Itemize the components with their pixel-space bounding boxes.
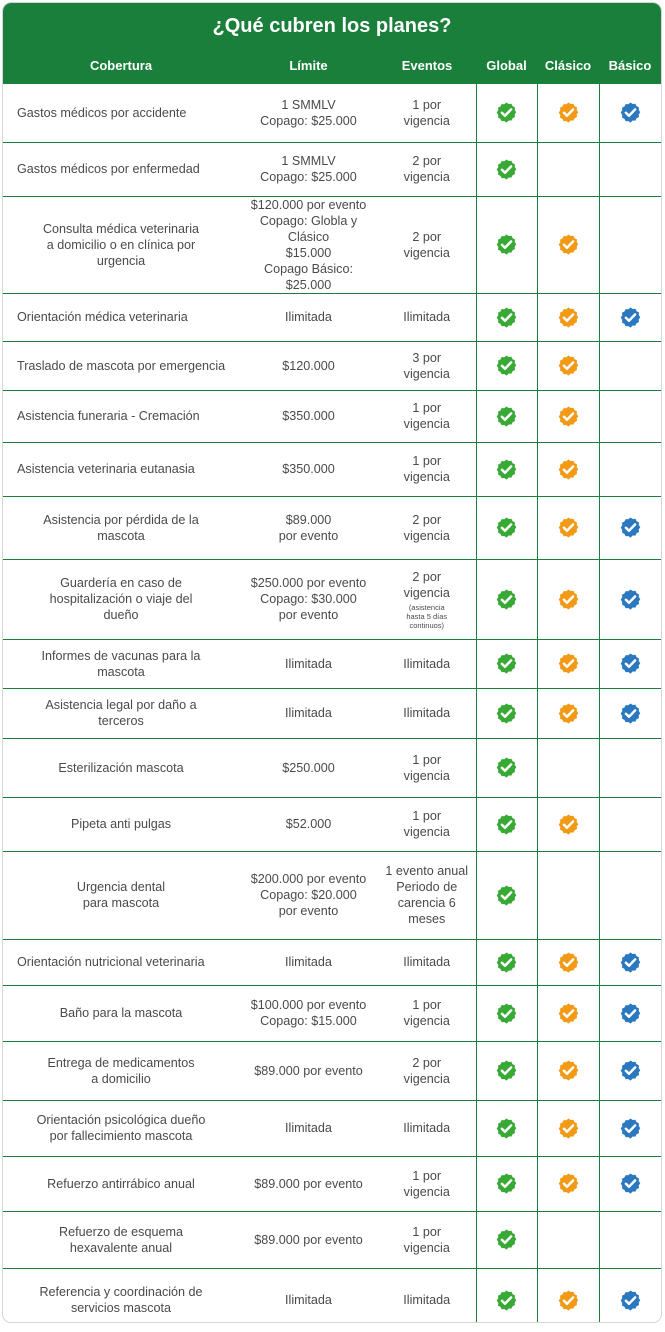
plan-cell-basico [599,738,661,797]
column-header-clasico: Clásico [537,47,599,84]
table-row [3,797,661,851]
coverage-cell: Guardería en caso de hospitalización o viaje del dueño [3,559,239,639]
events-cell [378,196,476,293]
plan-cell-clasico [537,1156,599,1211]
check-badge-icon [557,516,580,539]
check-badge-icon [619,1289,642,1312]
plan-cell-global [476,1156,537,1211]
limit-cell: $89.000 por evento [239,496,378,559]
plan-cell-basico [599,293,661,341]
plan-cell-global [476,341,537,390]
plan-cell-clasico [537,293,599,341]
coverage-cell: Esterilización mascota [3,738,239,797]
coverage-cell: Refuerzo de esquema hexavalente anual [3,1211,239,1268]
coverage-cell: Entrega de medicamentos a domicilio [3,1041,239,1100]
coverage-cell: Baño para la mascota [3,985,239,1041]
events-text: 1 por vigencia [403,809,450,839]
check-badge-icon [495,405,518,428]
events-text: 2 por vigencia [403,569,450,600]
events-cell [378,1211,476,1268]
limit-cell: Ilimitada [239,939,378,985]
events-cell [378,142,476,196]
plan-cell-basico [599,985,661,1041]
events-text: 1 por vigencia [403,1224,450,1255]
check-badge-icon [495,516,518,539]
check-badge-icon [557,702,580,725]
coverage-cell: Pipeta anti pulgas [3,797,239,851]
events-text: 2 por vigencia [403,229,450,260]
coverage-cell: Gastos médicos por accidente [3,84,239,142]
events-cell [378,442,476,496]
check-badge-icon [495,101,518,124]
limit-cell: 1 SMMLV Copago: $25.000 [239,84,378,142]
events-cell [378,738,476,797]
limit-cell: $52.000 [239,797,378,851]
plan-cell-clasico [537,688,599,738]
check-badge-icon [495,951,518,974]
limit-cell: $200.000 por evento Copago: $20.000 por evento [239,851,378,939]
plan-cell-global [476,442,537,496]
limit-cell: Ilimitada [239,1100,378,1156]
table-row [3,84,661,142]
plan-cell-global [476,142,537,196]
limit-cell: $250.000 [239,738,378,797]
check-badge-icon [557,951,580,974]
limit-cell: $89.000 por evento [239,1041,378,1100]
plan-cell-clasico [537,851,599,939]
plan-cell-global [476,688,537,738]
plan-cell-clasico [537,142,599,196]
coverage-cell: Gastos médicos por enfermedad [3,142,239,196]
plan-cell-global [476,84,537,142]
events-cell [378,688,476,738]
plan-cell-global [476,559,537,639]
events-text: 1 por vigencia [403,454,450,484]
check-badge-icon [619,652,642,675]
limit-cell: 1 SMMLV Copago: $25.000 [239,142,378,196]
check-badge-icon [495,884,518,907]
check-badge-icon [557,405,580,428]
plan-cell-global [476,196,537,293]
check-badge-icon [495,1172,518,1195]
events-cell [378,851,476,939]
plan-cell-basico [599,390,661,442]
plan-cell-global [476,390,537,442]
plan-cell-global [476,939,537,985]
page-title: ¿Qué cubren los planes? [3,3,661,47]
coverage-cell: Urgencia dental para mascota [3,851,239,939]
events-cell [378,1041,476,1100]
limit-cell: $120.000 por evento Copago: Globla y Clásico $15.000 Copago Básico: $25.000 [239,196,378,293]
plan-cell-clasico [537,738,599,797]
check-badge-icon [619,1002,642,1025]
table-row [3,142,661,196]
check-badge-icon [557,813,580,836]
table-row [3,985,661,1041]
check-badge-icon [619,516,642,539]
coverage-cell: Asistencia veterinaria eutanasia [3,442,239,496]
plan-cell-clasico [537,559,599,639]
table-row [3,1041,661,1100]
check-badge-icon [557,652,580,675]
events-text: Ilimitada [403,656,451,671]
plan-cell-global [476,985,537,1041]
plan-cell-basico [599,142,661,196]
plan-cell-basico [599,496,661,559]
events-cell [378,797,476,851]
plan-cell-global [476,1100,537,1156]
plan-cell-clasico [537,84,599,142]
plan-cell-clasico [537,1211,599,1268]
table-row [3,851,661,939]
check-badge-icon [619,1117,642,1140]
coverage-cell: Orientación psicológica dueño por fallecimiento mascota [3,1100,239,1156]
events-text: Ilimitada [403,706,451,720]
table-row [3,1156,661,1211]
check-badge-icon [557,1289,580,1312]
plan-cell-basico [599,639,661,688]
coverage-cell: Orientación nutricional veterinaria [3,939,239,985]
table-row [3,196,661,293]
coverage-cell: Asistencia por pérdida de la mascota [3,496,239,559]
check-badge-icon [495,1117,518,1140]
plan-cell-basico [599,939,661,985]
events-cell [378,1268,476,1323]
check-badge-icon [619,951,642,974]
plan-cell-basico [599,1211,661,1268]
table-row [3,939,661,985]
events-text: 1 por vigencia [403,97,450,128]
plan-cell-basico [599,688,661,738]
events-text: 1 por vigencia [403,401,450,431]
coverage-card [2,2,662,1323]
table-row [3,390,661,442]
plan-cell-basico [599,851,661,939]
check-badge-icon [495,354,518,377]
check-badge-icon [557,1002,580,1025]
events-cell [378,639,476,688]
coverage-table [3,47,661,1323]
events-text: Ilimitada [403,310,451,324]
plan-cell-global [476,1041,537,1100]
check-badge-icon [495,233,518,256]
limit-cell: $350.000 [239,442,378,496]
plan-cell-clasico [537,1100,599,1156]
events-note: (asistencia hasta 5 días continuos) [406,602,448,630]
check-badge-icon [557,1117,580,1140]
events-cell [378,341,476,390]
coverage-cell: Referencia y coordinación de servicios mascota [39,1285,203,1316]
plan-cell-global [476,496,537,559]
plan-cell-global [476,1268,537,1323]
limit-cell: $120.000 [239,341,378,390]
plan-cell-clasico [537,196,599,293]
check-badge-icon [495,588,518,611]
check-badge-icon [495,306,518,329]
events-text: 2 por vigencia [403,1055,450,1086]
plan-cell-basico [599,196,661,293]
limit-cell: $100.000 por evento Copago: $15.000 [239,985,378,1041]
events-text: 1 evento anual Periodo de carencia 6 meses [385,864,469,926]
check-badge-icon [619,1059,642,1082]
check-badge-icon [495,652,518,675]
table-row [3,1211,661,1268]
limit-cell: $89.000 por evento [239,1211,378,1268]
events-text: 2 por vigencia [403,154,450,184]
check-badge-icon [619,306,642,329]
plan-cell-basico [599,84,661,142]
events-cell [378,939,476,985]
check-badge-icon [557,1059,580,1082]
check-badge-icon [495,756,518,779]
limit-cell: $89.000 por evento [239,1156,378,1211]
plan-cell-global [476,797,537,851]
plan-cell-global [476,738,537,797]
table-row [3,442,661,496]
column-header-cobertura: Cobertura [3,47,239,84]
plan-cell-clasico [537,341,599,390]
coverage-cell: Asistencia funeraria - Cremación [3,390,239,442]
plan-cell-basico [599,442,661,496]
table-row [3,496,661,559]
check-badge-icon [557,1172,580,1195]
check-badge-icon [557,306,580,329]
plan-cell-basico [599,1100,661,1156]
table-row [3,293,661,341]
coverage-cell: Informes de vacunas para la mascota [3,639,239,688]
coverage-cell: Consulta médica veterinaria a domicilio o en clínica por urgencia [3,196,239,293]
limit-cell: Ilimitada [239,293,378,341]
column-header-limite: Límite [239,47,378,84]
check-badge-icon [495,1228,518,1251]
plan-cell-clasico [537,442,599,496]
check-badge-icon [557,458,580,481]
events-cell [378,1156,476,1211]
limit-cell: $250.000 por evento Copago: $30.000 por evento [239,559,378,639]
plan-cell-global [476,293,537,341]
events-cell [378,985,476,1041]
header-row [3,47,661,84]
plan-cell-clasico [537,639,599,688]
check-badge-icon [557,233,580,256]
plan-cell-clasico [537,985,599,1041]
events-cell [378,1100,476,1156]
events-text: Ilimitada [403,1293,451,1308]
coverage-cell: Traslado de mascota por emergencia [3,341,239,390]
table-row [3,738,661,797]
plan-cell-clasico [537,939,599,985]
limit-cell: Ilimitada [285,1293,332,1308]
plan-cell-clasico [537,390,599,442]
plan-cell-basico [599,341,661,390]
coverage-cell: Refuerzo antirrábico anual [3,1156,239,1211]
plan-cell-clasico [537,1041,599,1100]
table-row [3,1100,661,1156]
check-badge-icon [495,813,518,836]
coverage-cell: Orientación médica veterinaria [3,293,239,341]
check-badge-icon [495,1002,518,1025]
check-badge-icon [619,588,642,611]
events-text: 1 por vigencia [403,1168,450,1199]
plan-cell-basico [599,797,661,851]
events-cell [378,293,476,341]
check-badge-icon [495,1059,518,1082]
plan-cell-clasico [537,496,599,559]
limit-cell: $350.000 [239,390,378,442]
events-text: Ilimitada [403,955,451,969]
table-row [3,1268,661,1323]
column-header-basico: Básico [599,47,661,84]
check-badge-icon [619,101,642,124]
check-badge-icon [557,354,580,377]
plan-cell-clasico [537,797,599,851]
check-badge-icon [495,1289,518,1312]
limit-cell: Ilimitada [239,639,378,688]
events-cell [378,496,476,559]
check-badge-icon [557,101,580,124]
table-row [3,559,661,639]
plan-cell-basico [599,1156,661,1211]
events-text: 2 por vigencia [403,512,450,543]
plan-cell-clasico [537,1268,599,1323]
plan-cell-global [476,851,537,939]
plan-cell-basico [599,559,661,639]
check-badge-icon [619,1172,642,1195]
events-cell [378,390,476,442]
check-badge-icon [495,702,518,725]
check-badge-icon [557,588,580,611]
check-badge-icon [619,702,642,725]
limit-cell: Ilimitada [239,688,378,738]
events-text: Ilimitada [403,1121,451,1135]
column-header-eventos: Eventos [378,47,476,84]
plan-cell-global [476,1211,537,1268]
coverage-cell: Asistencia legal por daño a terceros [3,688,239,738]
table-row [3,688,661,738]
check-badge-icon [495,458,518,481]
events-text: 1 por vigencia [403,998,450,1028]
plan-cell-basico [599,1041,661,1100]
events-cell [378,84,476,142]
column-header-global: Global [476,47,537,84]
plan-cell-global [476,639,537,688]
table-row [3,341,661,390]
plan-cell-basico [599,1268,661,1323]
events-text: 3 por vigencia [403,350,450,381]
events-cell [378,559,476,639]
table-row [3,639,661,688]
events-text: 1 por vigencia [403,752,450,783]
check-badge-icon [495,158,518,181]
